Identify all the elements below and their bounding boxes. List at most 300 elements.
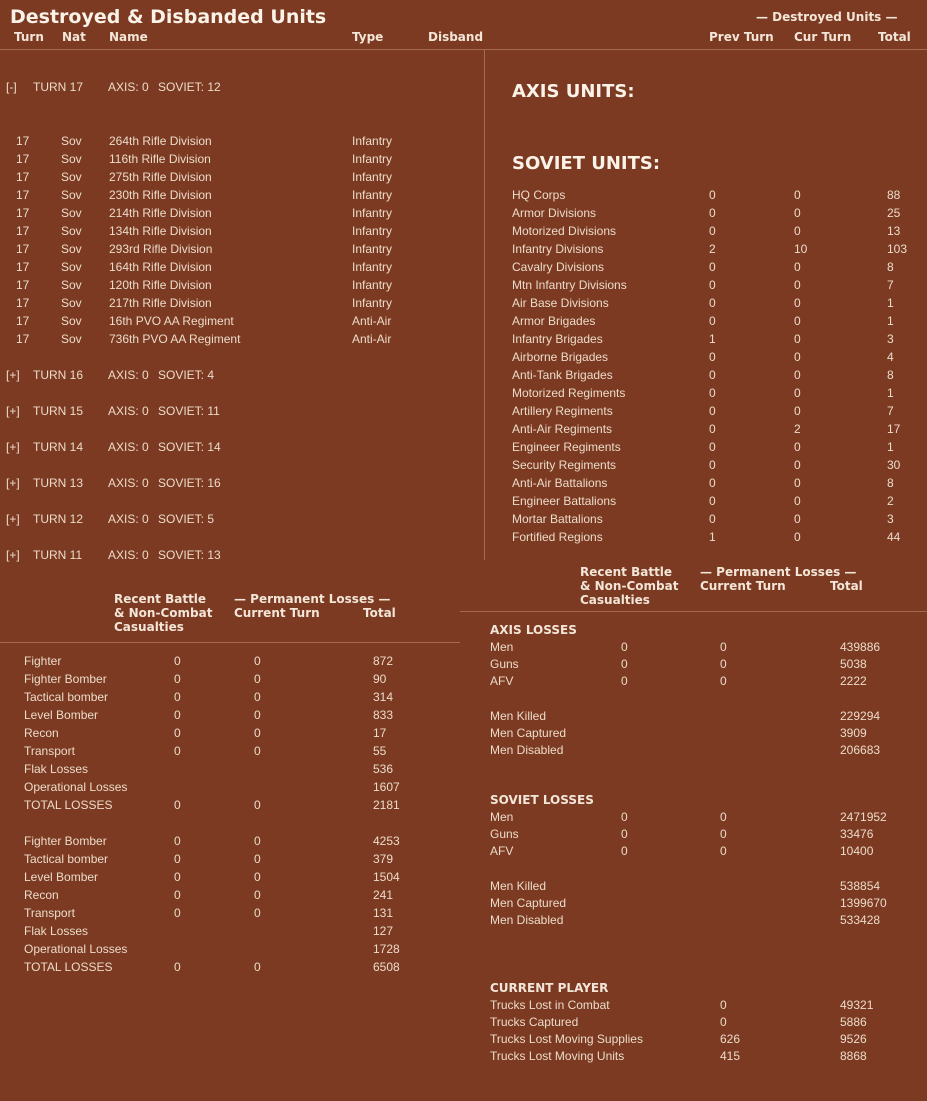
summary-cur-turn: 0 bbox=[794, 224, 801, 238]
unit-turn: 17 bbox=[16, 242, 30, 256]
unit-turn: 17 bbox=[16, 206, 30, 220]
unit-name[interactable]: 275th Rifle Division bbox=[109, 170, 212, 184]
air-recent-value: 0 bbox=[174, 798, 181, 812]
unit-nationality: Sov bbox=[61, 332, 82, 346]
summary-prev-turn: 0 bbox=[709, 512, 716, 526]
summary-unit-category: Infantry Divisions bbox=[512, 242, 604, 256]
summary-total: 1 bbox=[887, 386, 894, 400]
men-loss-total: 538854 bbox=[840, 879, 881, 893]
unit-turn: 17 bbox=[16, 170, 30, 184]
air-recent-value: 0 bbox=[174, 744, 181, 758]
col-cur-turn-header[interactable]: Cur Turn bbox=[794, 30, 852, 44]
axis-units-heading: AXIS UNITS: bbox=[512, 81, 635, 102]
page-title: Destroyed & Disbanded Units bbox=[10, 6, 327, 28]
summary-total: 103 bbox=[887, 242, 908, 256]
unit-type: Infantry bbox=[352, 134, 393, 148]
summary-unit-category: Motorized Divisions bbox=[512, 224, 617, 238]
loss-category-label: Guns bbox=[490, 827, 519, 841]
truck-loss-label: Trucks Lost Moving Supplies bbox=[490, 1032, 643, 1046]
air-current-turn-value: 0 bbox=[254, 690, 261, 704]
turn-toggle-icon[interactable]: [+] bbox=[6, 440, 20, 454]
turn-toggle-icon[interactable]: [+] bbox=[6, 548, 20, 562]
summary-cur-turn: 0 bbox=[794, 332, 801, 346]
col-total-header[interactable]: Total bbox=[878, 30, 911, 44]
air-total-value: 17 bbox=[373, 726, 387, 740]
air-header-divider bbox=[0, 642, 460, 643]
air-total-value: 90 bbox=[373, 672, 387, 686]
turn-axis-count: AXIS: 0 bbox=[108, 476, 149, 490]
summary-prev-turn: 0 bbox=[709, 314, 716, 328]
unit-type: Infantry bbox=[352, 188, 393, 202]
air-type-label: Flak Losses bbox=[24, 924, 89, 938]
unit-nationality: Sov bbox=[61, 242, 82, 256]
air-total-value: 833 bbox=[373, 708, 394, 722]
destroyed-units-group-header: — Destroyed Units — bbox=[756, 10, 898, 24]
summary-prev-turn: 0 bbox=[709, 476, 716, 490]
turn-group-label[interactable]: TURN 16 bbox=[33, 368, 84, 382]
truck-loss-label: Trucks Captured bbox=[490, 1015, 579, 1029]
turn-soviet-count: SOVIET: 11 bbox=[158, 404, 220, 418]
air-current-turn-value: 0 bbox=[254, 654, 261, 668]
summary-cur-turn: 0 bbox=[794, 512, 801, 526]
summary-total: 8 bbox=[887, 260, 894, 274]
summary-total: 17 bbox=[887, 422, 901, 436]
turn-soviet-count: SOVIET: 5 bbox=[158, 512, 215, 526]
turn-group-label[interactable]: TURN 13 bbox=[33, 476, 84, 490]
unit-name[interactable]: 293rd Rifle Division bbox=[109, 242, 213, 256]
summary-total: 4 bbox=[887, 350, 894, 364]
air-total-value: 55 bbox=[373, 744, 387, 758]
loss-total-value: 33476 bbox=[840, 827, 874, 841]
air-recent-value: 0 bbox=[174, 870, 181, 884]
summary-prev-turn: 1 bbox=[709, 530, 716, 544]
air-type-label: Operational Losses bbox=[24, 780, 128, 794]
air-type-label: Recon bbox=[24, 726, 59, 740]
summary-prev-turn: 0 bbox=[709, 422, 716, 436]
air-current-turn-value: 0 bbox=[254, 870, 261, 884]
loss-recent-value: 0 bbox=[621, 674, 628, 688]
summary-cur-turn: 0 bbox=[794, 440, 801, 454]
unit-turn: 17 bbox=[16, 296, 30, 310]
summary-cur-turn: 0 bbox=[794, 260, 801, 274]
loss-header-divider bbox=[460, 611, 927, 612]
unit-turn: 17 bbox=[16, 314, 30, 328]
summary-total: 2 bbox=[887, 494, 894, 508]
unit-nationality: Sov bbox=[61, 188, 82, 202]
summary-unit-category: Engineer Regiments bbox=[512, 440, 621, 454]
men-loss-label: Men Captured bbox=[490, 896, 567, 910]
summary-cur-turn: 0 bbox=[794, 278, 801, 292]
unit-name[interactable]: 217th Rifle Division bbox=[109, 296, 212, 310]
unit-type: Infantry bbox=[352, 260, 393, 274]
summary-header-divider bbox=[484, 49, 927, 50]
turn-axis-count: AXIS: 0 bbox=[108, 368, 149, 382]
air-total-value: 131 bbox=[373, 906, 394, 920]
air-recent-value: 0 bbox=[174, 726, 181, 740]
soviet-losses-heading: SOVIET LOSSES bbox=[490, 793, 594, 807]
air-col-permanent-group: — Permanent Losses — bbox=[234, 592, 391, 606]
men-loss-total: 533428 bbox=[840, 913, 881, 927]
air-recent-value: 0 bbox=[174, 708, 181, 722]
truck-loss-current: 626 bbox=[720, 1032, 741, 1046]
col-prev-turn-header[interactable]: Prev Turn bbox=[709, 30, 774, 44]
summary-unit-category: Mtn Infantry Divisions bbox=[512, 278, 627, 292]
loss-category-label: AFV bbox=[490, 844, 514, 858]
summary-unit-category: Mortar Battalions bbox=[512, 512, 603, 526]
summary-cur-turn: 0 bbox=[794, 206, 801, 220]
col-turn-header[interactable]: Turn bbox=[14, 30, 44, 44]
air-type-label: Operational Losses bbox=[24, 942, 128, 956]
loss-current-turn-value: 0 bbox=[720, 657, 727, 671]
summary-cur-turn: 0 bbox=[794, 368, 801, 382]
air-current-turn-value: 0 bbox=[254, 708, 261, 722]
air-recent-value: 0 bbox=[174, 834, 181, 848]
unit-nationality: Sov bbox=[61, 224, 82, 238]
unit-turn: 17 bbox=[16, 224, 30, 238]
air-total-value: 1728 bbox=[373, 942, 400, 956]
loss-recent-value: 0 bbox=[621, 844, 628, 858]
summary-unit-category: Artillery Regiments bbox=[512, 404, 613, 418]
truck-loss-total: 49321 bbox=[840, 998, 874, 1012]
summary-unit-category: Armor Brigades bbox=[512, 314, 596, 328]
summary-total: 7 bbox=[887, 404, 894, 418]
air-current-turn-value: 0 bbox=[254, 726, 261, 740]
loss-category-label: AFV bbox=[490, 674, 514, 688]
air-type-label: Tactical bomber bbox=[24, 690, 109, 704]
unit-nationality: Sov bbox=[61, 314, 82, 328]
summary-cur-turn: 0 bbox=[794, 404, 801, 418]
unit-turn: 17 bbox=[16, 260, 30, 274]
summary-prev-turn: 0 bbox=[709, 494, 716, 508]
summary-total: 3 bbox=[887, 332, 894, 346]
summary-total: 25 bbox=[887, 206, 901, 220]
air-col-recent-line3: Casualties bbox=[114, 620, 184, 634]
summary-prev-turn: 2 bbox=[709, 242, 716, 256]
air-current-turn-value: 0 bbox=[254, 672, 261, 686]
air-total-value: 1607 bbox=[373, 780, 400, 794]
summary-unit-category: Armor Divisions bbox=[512, 206, 597, 220]
loss-recent-value: 0 bbox=[621, 827, 628, 841]
men-loss-label: Men Disabled bbox=[490, 913, 564, 927]
col-disband-header[interactable]: Disband bbox=[428, 30, 484, 44]
loss-total-value: 10400 bbox=[840, 844, 874, 858]
current-player-heading: CURRENT PLAYER bbox=[490, 981, 609, 995]
unit-turn: 17 bbox=[16, 152, 30, 166]
air-current-turn-value: 0 bbox=[254, 852, 261, 866]
unit-type: Infantry bbox=[352, 242, 393, 256]
unit-type: Infantry bbox=[352, 296, 393, 310]
loss-category-label: Men bbox=[490, 640, 514, 654]
unit-turn: 17 bbox=[16, 188, 30, 202]
summary-prev-turn: 0 bbox=[709, 404, 716, 418]
summary-cur-turn: 0 bbox=[794, 458, 801, 472]
summary-prev-turn: 0 bbox=[709, 440, 716, 454]
summary-total: 7 bbox=[887, 278, 894, 292]
air-recent-value: 0 bbox=[174, 888, 181, 902]
summary-cur-turn: 0 bbox=[794, 188, 801, 202]
truck-loss-label: Trucks Lost in Combat bbox=[490, 998, 610, 1012]
summary-cur-turn: 0 bbox=[794, 314, 801, 328]
air-type-label: Fighter Bomber bbox=[24, 834, 107, 848]
air-recent-value: 0 bbox=[174, 852, 181, 866]
turn-soviet-count: SOVIET: 16 bbox=[158, 476, 221, 490]
loss-col-recent-line3: Casualties bbox=[580, 593, 650, 607]
turn-soviet-count: SOVIET: 4 bbox=[158, 368, 215, 382]
summary-cur-turn: 0 bbox=[794, 530, 801, 544]
turn-axis-count: AXIS: 0 bbox=[108, 440, 149, 454]
loss-total-value: 2471952 bbox=[840, 810, 887, 824]
summary-cur-turn: 0 bbox=[794, 350, 801, 364]
turn-group-label[interactable]: TURN 15 bbox=[33, 404, 84, 418]
men-loss-total: 1399670 bbox=[840, 896, 887, 910]
unit-nationality: Sov bbox=[61, 170, 82, 184]
air-total-value: 872 bbox=[373, 654, 394, 668]
summary-total: 13 bbox=[887, 224, 901, 238]
unit-nationality: Sov bbox=[61, 296, 82, 310]
loss-current-turn-value: 0 bbox=[720, 674, 727, 688]
unit-nationality: Sov bbox=[61, 206, 82, 220]
summary-unit-category: Air Base Divisions bbox=[512, 296, 609, 310]
truck-loss-label: Trucks Lost Moving Units bbox=[490, 1049, 625, 1063]
air-recent-value: 0 bbox=[174, 690, 181, 704]
air-recent-value: 0 bbox=[174, 906, 181, 920]
truck-loss-total: 8868 bbox=[840, 1049, 867, 1063]
loss-total-value: 5038 bbox=[840, 657, 867, 671]
air-type-label: Fighter bbox=[24, 654, 62, 668]
panel-vertical-divider bbox=[484, 50, 485, 566]
summary-prev-turn: 0 bbox=[709, 260, 716, 274]
men-loss-total: 229294 bbox=[840, 709, 881, 723]
air-current-turn-value: 0 bbox=[254, 960, 261, 974]
loss-current-turn-value: 0 bbox=[720, 640, 727, 654]
loss-total-value: 439886 bbox=[840, 640, 881, 654]
summary-cur-turn: 2 bbox=[794, 422, 801, 436]
summary-total: 88 bbox=[887, 188, 901, 202]
summary-prev-turn: 0 bbox=[709, 296, 716, 310]
summary-prev-turn: 0 bbox=[709, 368, 716, 382]
summary-unit-category: Infantry Brigades bbox=[512, 332, 603, 346]
men-loss-label: Men Killed bbox=[490, 709, 547, 723]
air-type-label: Recon bbox=[24, 888, 59, 902]
air-total-value: 379 bbox=[373, 852, 394, 866]
air-col-recent-line1: Recent Battle bbox=[114, 592, 207, 606]
turn-toggle-icon[interactable]: [+] bbox=[6, 404, 20, 418]
unit-name[interactable]: 736th PVO AA Regiment bbox=[109, 332, 241, 346]
unit-name[interactable]: 116th Rifle Division bbox=[109, 152, 211, 166]
unit-name[interactable]: 164th Rifle Division bbox=[109, 260, 212, 274]
loss-current-turn-value: 0 bbox=[720, 810, 727, 824]
unit-type: Infantry bbox=[352, 152, 393, 166]
air-total-value: 241 bbox=[373, 888, 394, 902]
air-current-turn-value: 0 bbox=[254, 906, 261, 920]
air-total-value: 127 bbox=[373, 924, 394, 938]
unit-name[interactable]: 214th Rifle Division bbox=[109, 206, 212, 220]
turn-axis-count: AXIS: 0 bbox=[108, 80, 149, 94]
summary-unit-category: Fortified Regions bbox=[512, 530, 603, 544]
turn-group-label[interactable]: TURN 14 bbox=[33, 440, 84, 454]
summary-total: 30 bbox=[887, 458, 901, 472]
turn-soviet-count: SOVIET: 13 bbox=[158, 548, 221, 562]
truck-loss-total: 9526 bbox=[840, 1032, 867, 1046]
air-total-value: 536 bbox=[373, 762, 394, 776]
unit-name[interactable]: 120th Rifle Division bbox=[109, 278, 212, 292]
turn-axis-count: AXIS: 0 bbox=[108, 548, 149, 562]
summary-total: 3 bbox=[887, 512, 894, 526]
summary-prev-turn: 0 bbox=[709, 350, 716, 364]
air-current-turn-value: 0 bbox=[254, 888, 261, 902]
header-divider bbox=[0, 49, 484, 50]
summary-total: 1 bbox=[887, 296, 894, 310]
air-total-value: 4253 bbox=[373, 834, 400, 848]
air-col-current-turn: Current Turn bbox=[234, 606, 320, 620]
soviet-units-heading: SOVIET UNITS: bbox=[512, 153, 661, 174]
unit-name[interactable]: 16th PVO AA Regiment bbox=[109, 314, 234, 328]
air-recent-value: 0 bbox=[174, 672, 181, 686]
truck-loss-current: 0 bbox=[720, 1015, 727, 1029]
unit-turn: 17 bbox=[16, 278, 30, 292]
unit-type: Anti-Air bbox=[352, 332, 392, 346]
turn-group-label[interactable]: TURN 12 bbox=[33, 512, 84, 526]
turn-toggle-icon[interactable]: [-] bbox=[6, 80, 17, 94]
summary-prev-turn: 1 bbox=[709, 332, 716, 346]
summary-unit-category: Anti-Tank Brigades bbox=[512, 368, 613, 382]
loss-recent-value: 0 bbox=[621, 810, 628, 824]
summary-unit-category: Airborne Brigades bbox=[512, 350, 609, 364]
men-loss-total: 3909 bbox=[840, 726, 867, 740]
col-nat-header[interactable]: Nat bbox=[62, 30, 86, 44]
unit-name[interactable]: 230th Rifle Division bbox=[109, 188, 212, 202]
turn-group-label[interactable]: TURN 11 bbox=[33, 548, 83, 562]
summary-prev-turn: 0 bbox=[709, 458, 716, 472]
air-recent-value: 0 bbox=[174, 960, 181, 974]
summary-unit-category: Anti-Air Regiments bbox=[512, 422, 613, 436]
axis-losses-heading: AXIS LOSSES bbox=[490, 623, 577, 637]
men-loss-label: Men Captured bbox=[490, 726, 567, 740]
summary-total: 44 bbox=[887, 530, 901, 544]
turn-soviet-count: SOVIET: 14 bbox=[158, 440, 221, 454]
unit-name[interactable]: 264th Rifle Division bbox=[109, 134, 212, 148]
destroyed-summary-panel bbox=[484, 0, 927, 570]
air-type-label: TOTAL LOSSES bbox=[24, 798, 113, 812]
col-name-header[interactable]: Name bbox=[109, 30, 148, 44]
turn-toggle-icon[interactable]: [+] bbox=[6, 512, 20, 526]
summary-unit-category: HQ Corps bbox=[512, 188, 566, 202]
men-loss-label: Men Disabled bbox=[490, 743, 564, 757]
unit-nationality: Sov bbox=[61, 134, 82, 148]
air-recent-value: 0 bbox=[174, 654, 181, 668]
loss-total-value: 2222 bbox=[840, 674, 867, 688]
unit-type: Anti-Air bbox=[352, 314, 392, 328]
summary-prev-turn: 0 bbox=[709, 386, 716, 400]
turn-axis-count: AXIS: 0 bbox=[108, 512, 149, 526]
air-type-label: Fighter Bomber bbox=[24, 672, 107, 686]
summary-unit-category: Security Regiments bbox=[512, 458, 617, 472]
loss-current-turn-value: 0 bbox=[720, 827, 727, 841]
summary-total: 8 bbox=[887, 476, 894, 490]
loss-category-label: Guns bbox=[490, 657, 519, 671]
air-type-label: Transport bbox=[24, 906, 75, 920]
men-loss-total: 206683 bbox=[840, 743, 881, 757]
men-loss-label: Men Killed bbox=[490, 879, 547, 893]
summary-cur-turn: 0 bbox=[794, 386, 801, 400]
summary-prev-turn: 0 bbox=[709, 224, 716, 238]
unit-nationality: Sov bbox=[61, 278, 82, 292]
truck-loss-current: 0 bbox=[720, 998, 727, 1012]
unit-turn: 17 bbox=[16, 332, 30, 346]
air-col-total: Total bbox=[363, 606, 396, 620]
air-type-label: Level Bomber bbox=[24, 870, 99, 884]
loss-current-turn-value: 0 bbox=[720, 844, 727, 858]
turn-axis-count: AXIS: 0 bbox=[108, 404, 149, 418]
truck-loss-total: 5886 bbox=[840, 1015, 867, 1029]
summary-total: 1 bbox=[887, 440, 894, 454]
truck-loss-current: 415 bbox=[720, 1049, 741, 1063]
turn-toggle-icon[interactable]: [+] bbox=[6, 368, 20, 382]
destroyed-units-panel bbox=[0, 0, 484, 570]
loss-col-recent-line1: Recent Battle bbox=[580, 565, 673, 579]
unit-nationality: Sov bbox=[61, 260, 82, 274]
summary-prev-turn: 0 bbox=[709, 278, 716, 292]
loss-recent-value: 0 bbox=[621, 640, 628, 654]
summary-unit-category: Motorized Regiments bbox=[512, 386, 626, 400]
summary-prev-turn: 0 bbox=[709, 206, 716, 220]
summary-cur-turn: 10 bbox=[794, 242, 808, 256]
loss-col-permanent-group: — Permanent Losses — bbox=[700, 565, 857, 579]
air-total-value: 1504 bbox=[373, 870, 400, 884]
air-type-label: Tactical bomber bbox=[24, 852, 109, 866]
summary-cur-turn: 0 bbox=[794, 296, 801, 310]
loss-col-recent-line2: & Non-Combat bbox=[580, 579, 679, 593]
unit-type: Infantry bbox=[352, 224, 393, 238]
summary-total: 8 bbox=[887, 368, 894, 382]
turn-soviet-count: SOVIET: 12 bbox=[158, 80, 221, 94]
summary-unit-category: Engineer Battalions bbox=[512, 494, 617, 508]
unit-turn: 17 bbox=[16, 134, 30, 148]
air-current-turn-value: 0 bbox=[254, 744, 261, 758]
air-total-value: 2181 bbox=[373, 798, 400, 812]
air-current-turn-value: 0 bbox=[254, 834, 261, 848]
air-type-label: TOTAL LOSSES bbox=[24, 960, 113, 974]
air-losses-panel bbox=[0, 570, 460, 1101]
air-col-recent-line2: & Non-Combat bbox=[114, 606, 213, 620]
air-current-turn-value: 0 bbox=[254, 798, 261, 812]
air-total-value: 314 bbox=[373, 690, 394, 704]
air-type-label: Flak Losses bbox=[24, 762, 89, 776]
unit-name[interactable]: 134th Rifle Division bbox=[109, 224, 212, 238]
unit-type: Infantry bbox=[352, 170, 393, 184]
unit-nationality: Sov bbox=[61, 152, 82, 166]
air-total-value: 6508 bbox=[373, 960, 400, 974]
summary-unit-category: Cavalry Divisions bbox=[512, 260, 605, 274]
ground-losses-panel bbox=[460, 560, 927, 1101]
col-type-header[interactable]: Type bbox=[352, 30, 384, 44]
air-type-label: Level Bomber bbox=[24, 708, 99, 722]
summary-cur-turn: 0 bbox=[794, 476, 801, 490]
loss-recent-value: 0 bbox=[621, 657, 628, 671]
unit-type: Infantry bbox=[352, 206, 393, 220]
turn-group-label[interactable]: TURN 17 bbox=[33, 80, 84, 94]
turn-toggle-icon[interactable]: [+] bbox=[6, 476, 20, 490]
summary-prev-turn: 0 bbox=[709, 188, 716, 202]
unit-type: Infantry bbox=[352, 278, 393, 292]
summary-cur-turn: 0 bbox=[794, 494, 801, 508]
air-type-label: Transport bbox=[24, 744, 75, 758]
summary-unit-category: Anti-Air Battalions bbox=[512, 476, 608, 490]
loss-col-total: Total bbox=[830, 579, 863, 593]
summary-total: 1 bbox=[887, 314, 894, 328]
loss-col-current-turn: Current Turn bbox=[700, 579, 786, 593]
loss-category-label: Men bbox=[490, 810, 514, 824]
